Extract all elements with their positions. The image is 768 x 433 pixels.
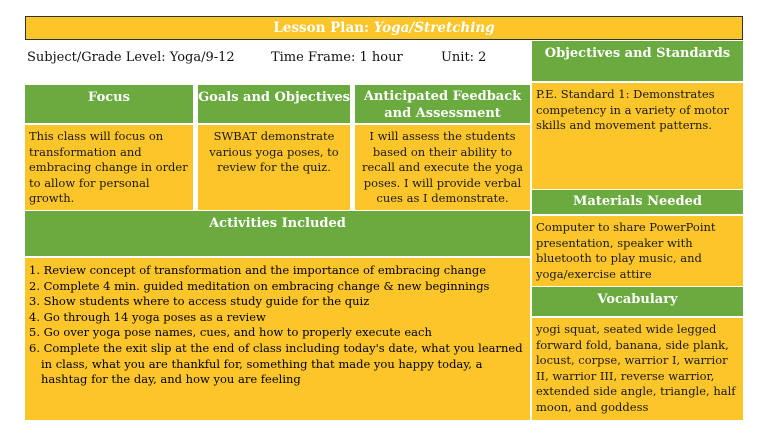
goals-body: SWBAT demonstrate various yoga poses, to review for the quiz. (198, 125, 350, 210)
info-row (25, 41, 531, 83)
activity-item: 1. Review concept of transformation and the importance of embracing change (29, 263, 487, 277)
activity-item: 4. Go through 14 yoga poses as a review (29, 309, 266, 324)
goals-heading: Goals and Objectives (198, 85, 350, 123)
time-frame: Time Frame: 1 hour (270, 50, 403, 65)
materials-heading: Materials Needed (532, 190, 743, 214)
activity-item: 2. Complete 4 min. guided meditation on embracing change & new beginnings (29, 278, 490, 293)
objectives-heading: Objectives and Standards (532, 41, 743, 81)
activity-item: 3. Show students where to access study guide for the quiz (29, 294, 370, 309)
activity-item: 5. Go over yoga pose names, cues, and how to properly execute each (29, 325, 432, 340)
activities-heading: Activities Included (25, 211, 530, 256)
objectives-body: P.E. Standard 1: Demonstrates competency in a variety of motor skills and movement patterns. (532, 83, 743, 189)
vocabulary-body: yogi squat, seated wide legged forward fold, banana, side plank, locust, corpse, warrior I, warrior II, warrior III, reverse warrior, extended side angle, triangle, half moon, and goddess (532, 318, 743, 420)
focus-body: This class will focus on transformation and embracing change in order to allow for personal growth. (25, 125, 193, 210)
materials-body: Computer to share PowerPoint presentation, speaker with bluetooth to play music, and yoga/exercise attire (532, 216, 743, 286)
activity-item: 6. Complete the exit slip at the end of class including today's date, what you learned in class, what you are thankful for, something that made you happy today, a hashtag for the day, and how you are feeling (29, 340, 523, 387)
title-prefix: Lesson Plan: (273, 20, 369, 36)
title-topic: Yoga/Stretching (373, 20, 495, 36)
focus-heading: Focus (25, 85, 193, 123)
subject-grade-level: Subject/Grade Level: Yoga/9-12 (27, 50, 235, 65)
vocabulary-heading: Vocabulary (532, 287, 743, 316)
anticipated-feedback-heading: Anticipated Feedback and Assessment (355, 85, 530, 123)
anticipated-feedback-body: I will assess the students based on their ability to recall and execute the yoga poses. I will provide verbal cues as I demonstrate. (355, 125, 530, 210)
lesson-plan-title (25, 16, 743, 40)
unit: Unit: 2 (440, 50, 487, 65)
activities-body (25, 258, 530, 420)
activities-list (29, 263, 526, 388)
